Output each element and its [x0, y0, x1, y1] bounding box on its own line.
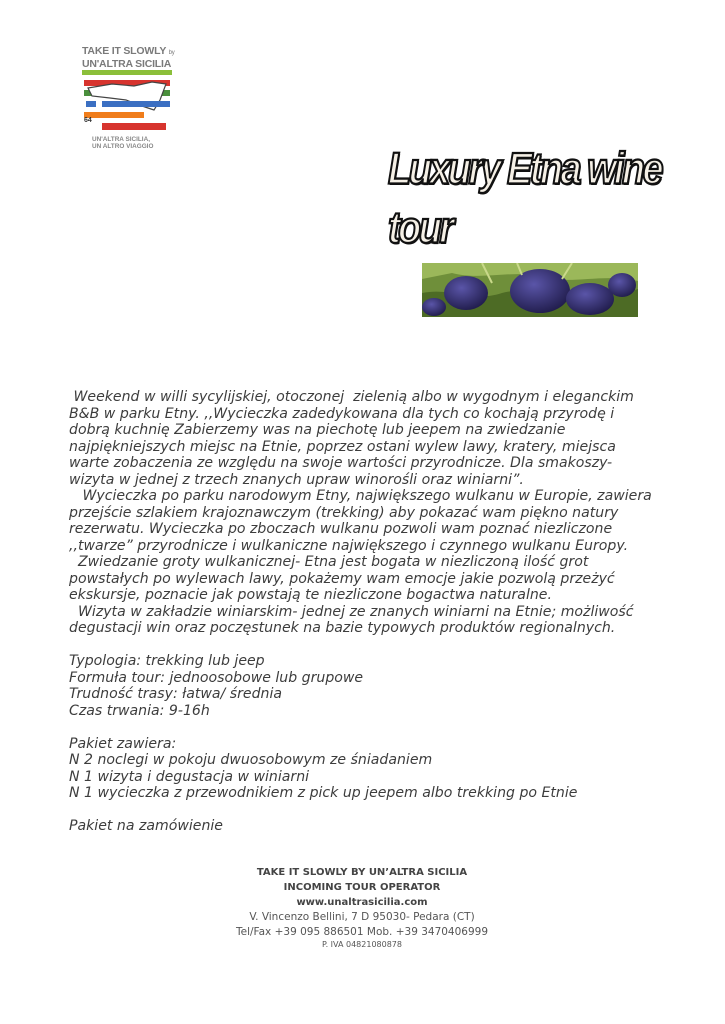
package-item: N 1 wycieczka z przewodnikiem z pick up jeepem albo trekking po Etnie	[69, 785, 578, 801]
detail-formula: Formuła tour: jednoosobowe lub grupowe	[69, 669, 364, 686]
paragraph-intro: Weekend w willi sycylijskiej, otoczonej zielenią albo w wygodnym i eleganckim B&B w parku Etny. ,,Wycieczka zadedykowana dla tych co kochają przyrodę i dobrą kuchnię Zabierzemy was na piechotę lub jeepem na zwiedzanie najpiękniejszych miejsc na Etnie, poprzez ostani wylew lawy, kratery, miejsca warte zobaczenia ze względu na swoje wartości przyrodnicze. Dla smakoszy- wizyta w jednej z trzech znanych upraw winorośli oraz winiarni”.	[69, 389, 639, 488]
logo-line1: TAKE IT SLOWLY by	[82, 45, 175, 57]
tour-description	[69, 389, 659, 835]
footer-company: TAKE IT SLOWLY BY UN’ALTRA SICILIA	[256, 867, 468, 878]
logo-tagline: UN'ALTRA SICILIA, UN ALTRO VIAGGIO	[92, 136, 154, 150]
detail-duration: Czas trwania: 9-16h	[69, 702, 210, 719]
footer-website[interactable]: www.unaltrasicilia.com	[296, 897, 428, 908]
package-title: Pakiet zawiera:	[69, 735, 177, 752]
paragraph-caves: Zwiedzanie groty wulkanicznej- Etna jest bogata w niezliczoną ilość grot powstałych po wylewach lawy, pokażemy wam emocje jakie pozwolą przeżyć ekskursje, poznacie jak powstają te niezliczone bogactwa naturalne.	[69, 554, 620, 603]
footer-role: INCOMING TOUR OPERATOR	[283, 882, 441, 893]
sicily-map-icon	[82, 70, 174, 136]
paragraph-winery: Wizyta w zakładzie winiarskim- jednej ze znanych winiarni na Etnie; możliwość degustacji win oraz poczęstunek na bazie typowych produktów regionalnych.	[69, 603, 639, 636]
package-item: N 1 wizyta i degustacja w winiarni	[69, 768, 310, 785]
svg-text:64: 64	[84, 117, 92, 124]
package-item: N 2 noclegi w pokoju dwuosobowym ze śniadaniem	[69, 752, 433, 768]
detail-difficulty: Trudność trasy: łatwa/ średnia	[69, 686, 283, 702]
logo-line2: UN'ALTRA SICILIA	[82, 58, 172, 70]
paragraph-park: Wycieczka po parku narodowym Etny, największego wulkanu w Europie, zawiera przejście szlakiem krajoznawczym (trekking) aby pokazać wam piękno natury rezerwatu. Wycieczka po zboczach wulkanu pozwoli wam poznać niezliczone ,,twarze” przyrodnicze i wulkaniczne największego i czynnego wulkanu Europy.	[69, 488, 657, 554]
detail-typology: Typologia: trekking lub jeep	[69, 653, 265, 669]
footer-address: V. Vincenzo Bellini, 7 D 95030- Pedara (CT)	[249, 911, 475, 923]
title-line1: Luxury Etna wine tour	[388, 144, 662, 254]
company-logo	[82, 46, 178, 156]
footer-vat: P. IVA 04821080878	[322, 940, 402, 949]
order-note: Pakiet na zamówienie	[69, 818, 223, 834]
footer-phone: Tel/Fax +39 095 886501 Mob. +39 3470406999	[235, 926, 489, 938]
footer-contact	[212, 865, 512, 950]
grapes-photo	[422, 263, 638, 317]
